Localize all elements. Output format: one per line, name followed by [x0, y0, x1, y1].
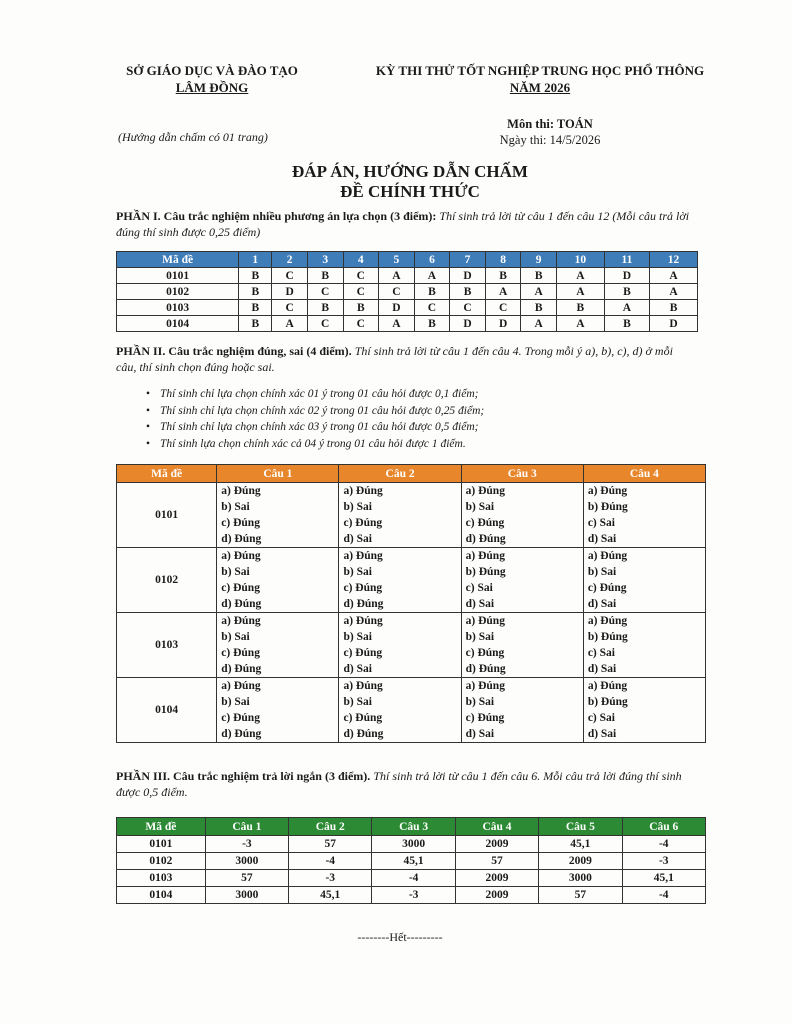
answer-line: d) Đúng [221, 598, 262, 610]
answer-line: d) Sai [587, 663, 617, 675]
answer-cell: D [650, 316, 698, 332]
part2-heading: PHẦN II. Câu trắc nghiệm đúng, sai (4 điểm). [116, 344, 352, 358]
answer-cell [339, 483, 461, 548]
answer-line: a) Đúng [465, 680, 505, 692]
column-header: Câu 5 [539, 818, 622, 836]
exam-code-cell: 0102 [117, 548, 217, 613]
answer-cell: -3 [289, 870, 372, 887]
answer-cell: A [414, 268, 450, 284]
answer-cell: A [556, 316, 604, 332]
answer-line: c) Sai [587, 647, 615, 659]
exam-code-cell: 0102 [117, 853, 206, 870]
answer-cell: 45,1 [539, 836, 622, 853]
answer-cell: D [450, 316, 486, 332]
scoring-rule-item: • Thí sinh lựa chọn chính xác cả 04 ý trong 01 câu hỏi được 1 điểm. [146, 436, 706, 453]
column-header: Câu 4 [455, 818, 538, 836]
scoring-rule-item: • Thí sinh chỉ lựa chọn chính xác 03 ý trong 01 câu hỏi được 0,5 điểm; [146, 419, 706, 436]
answer-line: b) Đúng [587, 631, 628, 643]
answer-cell: B [239, 268, 272, 284]
answer-cell [461, 678, 583, 743]
answer-cell [217, 483, 339, 548]
answer-cell: 45,1 [622, 870, 705, 887]
column-header: Mã đề [117, 252, 239, 268]
answer-cell: B [307, 300, 343, 316]
answer-line: b) Sai [343, 501, 372, 513]
answer-line: d) Đúng [465, 533, 506, 545]
column-header: Câu 3 [372, 818, 455, 836]
answer-line: c) Sai [587, 712, 615, 724]
column-header: Câu 2 [289, 818, 372, 836]
column-header: Câu 6 [622, 818, 705, 836]
column-header: 4 [343, 252, 379, 268]
answer-cell: B [239, 300, 272, 316]
answer-line: a) Đúng [343, 680, 383, 692]
document-title: ĐÁP ÁN, HƯỚNG DẪN CHẤM [292, 162, 528, 181]
part1-heading: PHẦN I. Câu trắc nghiệm nhiều phương án lựa chọn (3 điểm): [116, 209, 437, 223]
answer-line: d) Đúng [465, 663, 506, 675]
answer-line: b) Đúng [587, 696, 628, 708]
answer-cell: C [307, 284, 343, 300]
answer-cell [583, 548, 705, 613]
answer-cell: 2009 [455, 836, 538, 853]
answer-cell: A [485, 284, 521, 300]
answer-line: a) Đúng [587, 615, 628, 627]
answer-line: d) Sai [465, 598, 495, 610]
answer-line: d) Sai [587, 598, 617, 610]
column-header: Câu 1 [205, 818, 288, 836]
answer-cell [461, 548, 583, 613]
answer-line: d) Đúng [343, 598, 384, 610]
answer-line: a) Đúng [221, 615, 261, 627]
answer-cell: D [379, 300, 415, 316]
column-header: 12 [650, 252, 698, 268]
answer-cell: -4 [372, 870, 455, 887]
answer-line: a) Đúng [465, 550, 505, 562]
table-row [117, 268, 698, 284]
exam-code-cell: 0101 [117, 268, 239, 284]
table-row [117, 836, 706, 853]
answer-cell: 57 [539, 887, 622, 904]
answer-cell: B [239, 316, 272, 332]
answer-line: b) Sai [343, 696, 372, 708]
answer-cell: D [604, 268, 649, 284]
part3-description [116, 768, 696, 800]
answer-cell: A [604, 300, 649, 316]
answer-cell: 2009 [455, 887, 538, 904]
column-header: Câu 4 [583, 465, 705, 483]
exam-header [350, 62, 730, 96]
answer-line: b) Đúng [587, 501, 628, 513]
answer-line: b) Sai [221, 566, 250, 578]
answer-line: b) Sai [465, 696, 495, 708]
answer-line: c) Đúng [343, 582, 383, 594]
scoring-rule-item: • Thí sinh chỉ lựa chọn chính xác 02 ý trong 01 câu hỏi được 0,25 điểm; [146, 403, 706, 420]
answer-cell: C [343, 268, 379, 284]
column-header: 5 [379, 252, 415, 268]
answer-cell: A [521, 284, 557, 300]
answer-line: d) Sai [343, 663, 372, 675]
answer-cell: 45,1 [289, 887, 372, 904]
table-row [117, 284, 698, 300]
answer-cell: 57 [289, 836, 372, 853]
exam-code-cell: 0104 [117, 678, 217, 743]
answer-cell: C [343, 316, 379, 332]
answer-line: c) Đúng [465, 517, 505, 529]
end-marker: --------Hết--------- [357, 930, 443, 944]
answer-cell: A [556, 268, 604, 284]
answer-cell: -4 [622, 887, 705, 904]
answer-cell: B [556, 300, 604, 316]
answer-cell: A [379, 268, 415, 284]
answer-cell: B [414, 316, 450, 332]
answer-line: b) Sai [465, 631, 495, 643]
answer-cell: 3000 [205, 853, 288, 870]
answer-cell: A [521, 316, 557, 332]
answer-cell [339, 548, 461, 613]
department-name: SỞ GIÁO DỤC VÀ ĐÀO TẠO [126, 63, 298, 78]
answer-cell: 3000 [372, 836, 455, 853]
exam-code-cell: 0103 [117, 870, 206, 887]
answer-cell: B [521, 300, 557, 316]
scoring-rule-item: • Thí sinh chỉ lựa chọn chính xác 01 ý trong 01 câu hỏi được 0,1 điểm; [146, 386, 706, 403]
exam-code-cell: 0103 [117, 300, 239, 316]
answer-line: a) Đúng [465, 485, 505, 497]
answer-line: c) Đúng [221, 647, 260, 659]
answer-line: c) Đúng [587, 582, 627, 594]
answer-cell [339, 678, 461, 743]
table-header-row [117, 252, 698, 268]
answer-cell: -4 [289, 853, 372, 870]
answer-line: d) Sai [343, 533, 372, 545]
exam-year: NĂM 2026 [509, 80, 571, 95]
answer-cell: C [343, 284, 379, 300]
answer-line: c) Sai [465, 582, 493, 594]
answer-line: c) Đúng [221, 582, 260, 594]
column-header: 2 [272, 252, 308, 268]
table-row [117, 870, 706, 887]
answer-cell: B [604, 316, 649, 332]
part1-description [116, 208, 696, 240]
table-row [117, 613, 706, 678]
subject-name: Môn thi: TOÁN [507, 117, 593, 131]
answer-cell: C [414, 300, 450, 316]
answer-line: c) Đúng [343, 712, 383, 724]
answer-line: d) Đúng [221, 728, 262, 740]
answer-line: a) Đúng [343, 550, 383, 562]
answer-line: a) Đúng [221, 680, 261, 692]
answer-line: a) Đúng [587, 680, 628, 692]
answer-cell: C [379, 284, 415, 300]
answer-cell [583, 613, 705, 678]
column-header: 1 [239, 252, 272, 268]
answer-line: a) Đúng [465, 615, 505, 627]
column-header: Mã đề [117, 818, 206, 836]
table-row [117, 316, 698, 332]
answer-cell: B [450, 284, 486, 300]
answer-cell [461, 483, 583, 548]
answer-line: d) Sai [587, 728, 617, 740]
answer-line: a) Đúng [587, 485, 628, 497]
answer-cell: -4 [622, 836, 705, 853]
answer-line: a) Đúng [221, 550, 261, 562]
exam-code-cell: 0103 [117, 613, 217, 678]
column-header: Câu 2 [339, 465, 461, 483]
answer-line: a) Đúng [221, 485, 261, 497]
answer-line: b) Sai [221, 631, 250, 643]
answer-cell: 3000 [205, 887, 288, 904]
column-header: 6 [414, 252, 450, 268]
part3-heading: PHẦN III. Câu trắc nghiệm trả lời ngắn (3 điểm). [116, 769, 371, 783]
part3-answer-table [116, 817, 706, 904]
department-header [112, 62, 312, 96]
answer-line: b) Sai [221, 501, 250, 513]
answer-cell: C [307, 316, 343, 332]
answer-cell [217, 613, 339, 678]
answer-cell: 3000 [539, 870, 622, 887]
answer-cell: B [307, 268, 343, 284]
column-header: Mã đề [117, 465, 217, 483]
answer-line: b) Sai [221, 696, 250, 708]
answer-line: a) Đúng [587, 550, 628, 562]
answer-cell [339, 613, 461, 678]
answer-cell: C [272, 300, 308, 316]
answer-cell: C [450, 300, 486, 316]
table-row [117, 678, 706, 743]
exam-code-cell: 0102 [117, 284, 239, 300]
answer-cell: -3 [205, 836, 288, 853]
answer-cell: D [272, 284, 308, 300]
answer-cell: -3 [622, 853, 705, 870]
exam-date: Ngày thi: 14/5/2026 [499, 133, 601, 147]
column-header: 8 [485, 252, 521, 268]
pages-note: (Hướng dẫn chấm có 01 trang) [118, 130, 268, 144]
answer-cell: -3 [372, 887, 455, 904]
table-row [117, 483, 706, 548]
answer-cell: A [650, 268, 698, 284]
answer-line: b) Sai [343, 631, 372, 643]
answer-cell [217, 548, 339, 613]
answer-cell: B [343, 300, 379, 316]
column-header: 3 [307, 252, 343, 268]
answer-cell: B [650, 300, 698, 316]
column-header: 9 [521, 252, 557, 268]
answer-line: d) Sai [465, 728, 495, 740]
column-header: 11 [604, 252, 649, 268]
answer-cell [583, 483, 705, 548]
exam-code-cell: 0101 [117, 836, 206, 853]
answer-line: c) Đúng [465, 712, 505, 724]
answer-cell: A [272, 316, 308, 332]
part3-instruction: Thí sinh trả lời từ câu 1 đến câu 6. Mỗi câu trả lời đúng thí sinh được 0,5 điểm. [116, 769, 682, 799]
column-header: 7 [450, 252, 486, 268]
column-header: Câu 1 [217, 465, 339, 483]
column-header: 10 [556, 252, 604, 268]
answer-cell: A [556, 284, 604, 300]
answer-cell: B [521, 268, 557, 284]
answer-line: d) Đúng [221, 533, 262, 545]
answer-line: d) Sai [587, 533, 617, 545]
answer-cell: 45,1 [372, 853, 455, 870]
answer-cell: C [272, 268, 308, 284]
answer-line: b) Sai [587, 566, 617, 578]
part2-scoring-rules [146, 386, 706, 452]
table-row [117, 853, 706, 870]
answer-cell [217, 678, 339, 743]
exam-code-cell: 0104 [117, 316, 239, 332]
answer-line: b) Sai [465, 501, 495, 513]
exam-code-cell: 0104 [117, 887, 206, 904]
answer-cell: C [485, 300, 521, 316]
part2-instruction: Thí sinh trả lời từ câu 1 đến câu 4. Trong mỗi ý a), b), c), d) ở mỗi câu, thí sinh chọn đúng hoặc sai. [116, 344, 673, 374]
table-header-row [117, 465, 706, 483]
column-header: Câu 3 [461, 465, 583, 483]
answer-cell: 57 [455, 853, 538, 870]
answer-cell: 2009 [539, 853, 622, 870]
answer-line: c) Sai [587, 517, 615, 529]
answer-line: b) Sai [343, 566, 372, 578]
answer-cell: B [239, 284, 272, 300]
answer-cell: D [450, 268, 486, 284]
province-name: LÂM ĐỒNG [175, 80, 249, 95]
answer-cell: B [604, 284, 649, 300]
answer-cell: A [379, 316, 415, 332]
answer-line: d) Đúng [343, 728, 384, 740]
table-row [117, 300, 698, 316]
part1-answer-table [116, 251, 698, 332]
table-row [117, 548, 706, 613]
answer-cell: 57 [205, 870, 288, 887]
answer-line: c) Đúng [221, 712, 260, 724]
subject-block [470, 116, 630, 148]
answer-cell: B [414, 284, 450, 300]
answer-line: c) Đúng [343, 647, 383, 659]
answer-cell [461, 613, 583, 678]
part1-instruction: Thí sinh trả lời từ câu 1 đến câu 12 (Mỗi câu trả lời đúng thí sinh được 0,25 điểm) [116, 209, 690, 239]
table-header-row [117, 818, 706, 836]
answer-line: c) Đúng [465, 647, 505, 659]
answer-line: c) Đúng [221, 517, 260, 529]
part2-answer-table [116, 464, 706, 743]
answer-line: a) Đúng [343, 485, 383, 497]
answer-cell: D [485, 316, 521, 332]
part2-description [116, 343, 696, 375]
answer-line: a) Đúng [343, 615, 383, 627]
answer-cell: 2009 [455, 870, 538, 887]
answer-cell [583, 678, 705, 743]
answer-cell: A [650, 284, 698, 300]
exam-name: KỲ THI THỬ TỐT NGHIỆP TRUNG HỌC PHỔ THÔNG [375, 63, 705, 78]
answer-line: c) Đúng [343, 517, 383, 529]
answer-line: b) Đúng [465, 566, 506, 578]
exam-code-cell: 0101 [117, 483, 217, 548]
answer-line: d) Đúng [221, 663, 262, 675]
answer-cell: B [485, 268, 521, 284]
table-row [117, 887, 706, 904]
document-subtitle: ĐỀ CHÍNH THỨC [340, 182, 480, 201]
